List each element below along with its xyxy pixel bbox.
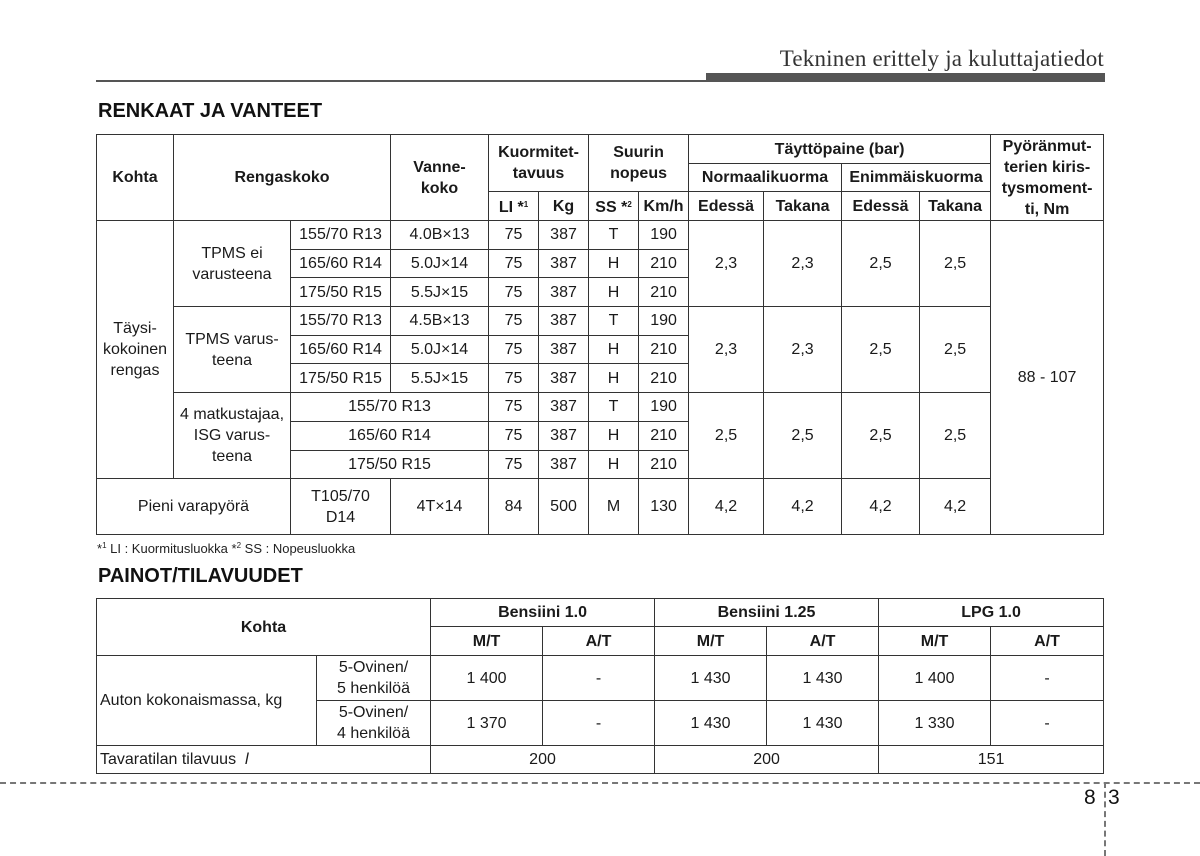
col-at: A/T bbox=[991, 627, 1104, 656]
sub-ss: SS *$^2$ bbox=[589, 192, 639, 221]
tire-size: 165/60 R14 bbox=[291, 421, 489, 450]
speed-kmh: 210 bbox=[639, 421, 689, 450]
load-index: 75 bbox=[489, 307, 539, 336]
table-row bbox=[97, 746, 1104, 774]
speed-kmh: 190 bbox=[639, 221, 689, 250]
pressure-front-max: 2,5 bbox=[842, 393, 920, 479]
chapter-title: Tekninen erittely ja kuluttajatiedot bbox=[779, 46, 1104, 71]
speed-symbol: H bbox=[589, 249, 639, 278]
col-vannekoko: Vanne- koko bbox=[391, 135, 489, 221]
pressure-front-max: 2,5 bbox=[842, 221, 920, 307]
mass-value: - bbox=[543, 701, 655, 746]
weights-table bbox=[96, 598, 1104, 774]
torque-value: 88 - 107 bbox=[991, 221, 1104, 535]
speed-kmh: 190 bbox=[639, 307, 689, 336]
speed-symbol: T bbox=[589, 307, 639, 336]
col-suurin-nopeus: Suurin nopeus bbox=[589, 135, 689, 192]
col-at: A/T bbox=[767, 627, 879, 656]
page-number: 3 bbox=[1108, 786, 1120, 809]
rim-size: 5.5J×15 bbox=[391, 364, 489, 393]
mass-value: 1 430 bbox=[767, 701, 879, 746]
spare-label: Pieni varapyörä bbox=[97, 479, 291, 535]
sub-kmh: Km/h bbox=[639, 192, 689, 221]
cargo-value: 200 bbox=[431, 746, 655, 774]
weights-heading: PAINOT/TILAVUUDET bbox=[98, 565, 303, 587]
tire-size: 175/50 R15 bbox=[291, 278, 391, 307]
rim-size: 5.0J×14 bbox=[391, 249, 489, 278]
spare-size: T105/70 D14 bbox=[291, 479, 391, 535]
speed-kmh: 210 bbox=[639, 364, 689, 393]
tire-size: 155/70 R13 bbox=[291, 221, 391, 250]
header-rule bbox=[96, 80, 706, 82]
header-rule-bar bbox=[706, 73, 1105, 82]
pressure-front-normal: 2,3 bbox=[689, 221, 764, 307]
cargo-value: 200 bbox=[655, 746, 879, 774]
pressure-rear-max: 4,2 bbox=[920, 479, 991, 535]
sub-normaalikuorma: Normaalikuorma bbox=[689, 164, 842, 192]
mass-value: 1 400 bbox=[879, 656, 991, 701]
table-row bbox=[97, 479, 1104, 535]
load-kg: 387 bbox=[539, 249, 589, 278]
pressure-rear-max: 2,5 bbox=[920, 221, 991, 307]
speed-symbol: H bbox=[589, 335, 639, 364]
sub-takana-max: Takana bbox=[920, 192, 991, 221]
mass-value: 1 430 bbox=[767, 656, 879, 701]
rim-size: 4T×14 bbox=[391, 479, 489, 535]
tire-size: 155/70 R13 bbox=[291, 307, 391, 336]
rim-size: 5.0J×14 bbox=[391, 335, 489, 364]
speed-symbol: T bbox=[589, 221, 639, 250]
load-kg: 387 bbox=[539, 278, 589, 307]
speed-kmh: 210 bbox=[639, 278, 689, 307]
group-isg: 4 matkustajaa, ISG varus- teena bbox=[174, 393, 291, 479]
speed-symbol: H bbox=[589, 421, 639, 450]
col-mt: M/T bbox=[879, 627, 991, 656]
rim-size: 4.5B×13 bbox=[391, 307, 489, 336]
pressure-rear-normal: 2,3 bbox=[764, 307, 842, 393]
col-rengaskoko: Rengaskoko bbox=[174, 135, 391, 221]
cargo-value: 151 bbox=[879, 746, 1104, 774]
sub-edessa-max: Edessä bbox=[842, 192, 920, 221]
tire-size: 175/50 R15 bbox=[291, 364, 391, 393]
speed-symbol: H bbox=[589, 364, 639, 393]
load-index: 75 bbox=[489, 364, 539, 393]
pressure-front-normal: 2,3 bbox=[689, 307, 764, 393]
row-label: 5-Ovinen/ 4 henkilöä bbox=[317, 701, 431, 746]
mass-value: 1 400 bbox=[431, 656, 543, 701]
speed-symbol: M bbox=[589, 479, 639, 535]
load-index: 75 bbox=[489, 450, 539, 479]
speed-kmh: 210 bbox=[639, 335, 689, 364]
load-kg: 387 bbox=[539, 393, 589, 422]
pressure-front-normal: 2,5 bbox=[689, 393, 764, 479]
load-index: 75 bbox=[489, 393, 539, 422]
mass-value: - bbox=[991, 701, 1104, 746]
load-kg: 387 bbox=[539, 221, 589, 250]
col-engine: LPG 1.0 bbox=[879, 599, 1104, 627]
load-index: 84 bbox=[489, 479, 539, 535]
pressure-front-max: 4,2 bbox=[842, 479, 920, 535]
load-kg: 500 bbox=[539, 479, 589, 535]
mass-value: 1 370 bbox=[431, 701, 543, 746]
col-at: A/T bbox=[543, 627, 655, 656]
sub-edessa: Edessä bbox=[689, 192, 764, 221]
col-torque: Pyöränmut- terien kiris- tysmoment- ti, Nm bbox=[991, 135, 1104, 221]
mass-value: - bbox=[543, 656, 655, 701]
page-divider bbox=[0, 782, 1200, 784]
tires-footnote: *$^1$ LI : Kuormitusluokka *$^2$ SS : Nopeusluokka bbox=[97, 541, 356, 556]
col-kohta: Kohta bbox=[97, 135, 174, 221]
cargo-label: Tavaratilan tilavuus l bbox=[97, 746, 431, 774]
col-engine: Bensiini 1.25 bbox=[655, 599, 879, 627]
col-tayttopaine: Täyttöpaine (bar) bbox=[689, 135, 991, 164]
table-row bbox=[97, 656, 1104, 701]
load-index: 75 bbox=[489, 278, 539, 307]
mass-value: - bbox=[991, 656, 1104, 701]
tire-size: 165/60 R14 bbox=[291, 249, 391, 278]
speed-kmh: 190 bbox=[639, 393, 689, 422]
col-mt: M/T bbox=[655, 627, 767, 656]
load-kg: 387 bbox=[539, 450, 589, 479]
group-full-size: Täysi- kokoinen rengas bbox=[97, 221, 174, 479]
speed-kmh: 210 bbox=[639, 249, 689, 278]
group-tpms-none: TPMS ei varusteena bbox=[174, 221, 291, 307]
col-mt: M/T bbox=[431, 627, 543, 656]
pressure-rear-max: 2,5 bbox=[920, 393, 991, 479]
mass-value: 1 330 bbox=[879, 701, 991, 746]
sub-kg: Kg bbox=[539, 192, 589, 221]
speed-symbol: H bbox=[589, 450, 639, 479]
page-num-divider bbox=[1104, 782, 1106, 856]
load-kg: 387 bbox=[539, 364, 589, 393]
group-tpms-equipped: TPMS varus- teena bbox=[174, 307, 291, 393]
mass-value: 1 430 bbox=[655, 656, 767, 701]
mass-value: 1 430 bbox=[655, 701, 767, 746]
sub-li: LI *$^1$ bbox=[489, 192, 539, 221]
pressure-rear-normal: 4,2 bbox=[764, 479, 842, 535]
speed-kmh: 210 bbox=[639, 450, 689, 479]
pressure-rear-max: 2,5 bbox=[920, 307, 991, 393]
mass-label: Auton kokonaismassa, kg bbox=[97, 656, 317, 746]
speed-symbol: H bbox=[589, 278, 639, 307]
speed-symbol: T bbox=[589, 393, 639, 422]
load-index: 75 bbox=[489, 249, 539, 278]
load-kg: 387 bbox=[539, 421, 589, 450]
col-kuormitettavuus: Kuormitet- tavuus bbox=[489, 135, 589, 192]
rim-size: 4.0B×13 bbox=[391, 221, 489, 250]
col-kohta: Kohta bbox=[97, 599, 431, 656]
load-kg: 387 bbox=[539, 307, 589, 336]
rim-size: 5.5J×15 bbox=[391, 278, 489, 307]
load-index: 75 bbox=[489, 335, 539, 364]
chapter-number: 8 bbox=[1084, 786, 1096, 809]
sub-takana: Takana bbox=[764, 192, 842, 221]
tire-size: 175/50 R15 bbox=[291, 450, 489, 479]
tires-heading: RENKAAT JA VANTEET bbox=[98, 100, 323, 122]
table-row bbox=[97, 393, 1104, 422]
load-kg: 387 bbox=[539, 335, 589, 364]
speed-kmh: 130 bbox=[639, 479, 689, 535]
pressure-rear-normal: 2,3 bbox=[764, 221, 842, 307]
pressure-front-normal: 4,2 bbox=[689, 479, 764, 535]
col-engine: Bensiini 1.0 bbox=[431, 599, 655, 627]
tire-size: 155/70 R13 bbox=[291, 393, 489, 422]
table-row bbox=[97, 221, 1104, 250]
load-index: 75 bbox=[489, 421, 539, 450]
pressure-front-max: 2,5 bbox=[842, 307, 920, 393]
pressure-rear-normal: 2,5 bbox=[764, 393, 842, 479]
sub-enimmaiskuorma: Enimmäiskuorma bbox=[842, 164, 991, 192]
table-row bbox=[97, 307, 1104, 336]
tire-size: 165/60 R14 bbox=[291, 335, 391, 364]
load-index: 75 bbox=[489, 221, 539, 250]
row-label: 5-Ovinen/ 5 henkilöä bbox=[317, 656, 431, 701]
tires-table bbox=[96, 134, 1104, 535]
